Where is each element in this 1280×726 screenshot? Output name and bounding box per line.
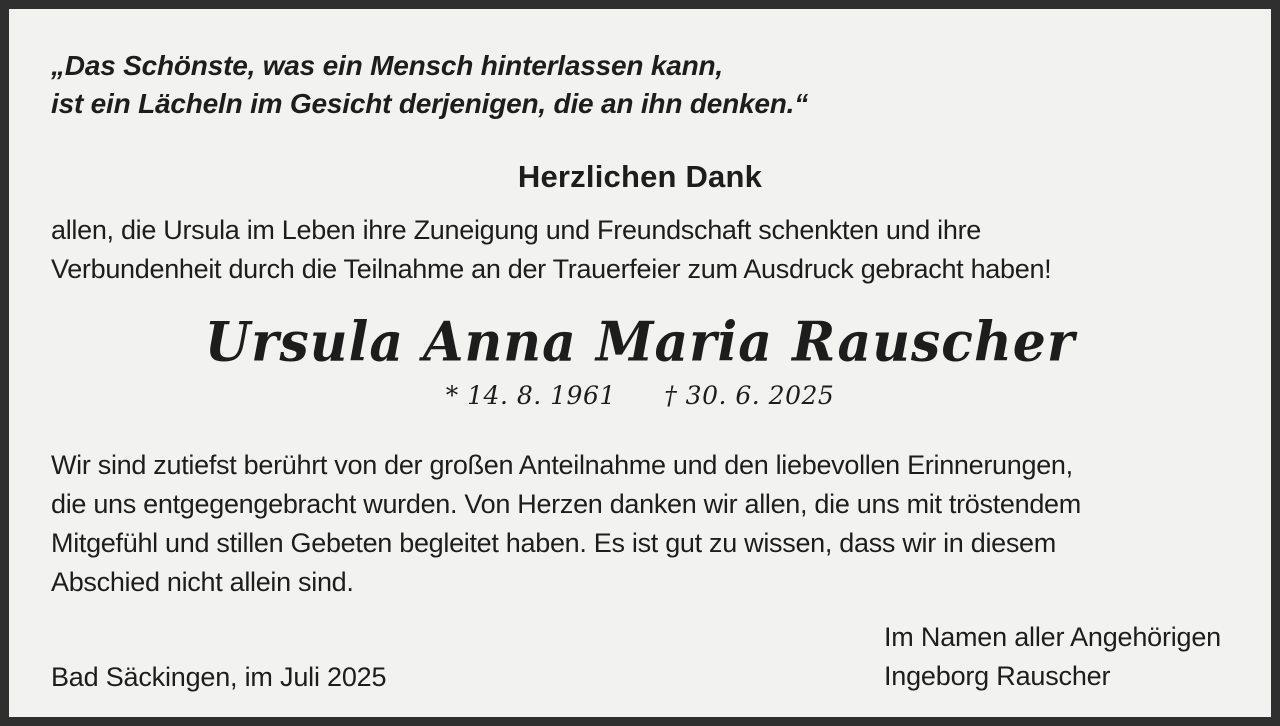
body-line-4: Abschied nicht allein sind. <box>51 567 354 597</box>
quote-line-2: ist ein Lächeln im Gesicht derjenigen, die an ihn denken.“ <box>51 88 809 120</box>
life-dates <box>51 381 1229 410</box>
thanks-intro-line-1: allen, die Ursula im Leben ihre Zuneigung und Freundschaft schenkten und ihre <box>51 215 981 246</box>
signature-block <box>884 618 1229 695</box>
footer <box>51 618 1229 695</box>
signature-line-1: Im Namen aller Angehörigen <box>884 622 1221 653</box>
body-line-2: die uns entgegengebracht wurden. Von Herzen danken wir allen, die uns mit tröstendem <box>51 489 1081 520</box>
body-line-3: Mitgefühl und stillen Gebeten begleitet haben. Es ist gut zu wissen, dass wir in diesem <box>51 528 1056 559</box>
deceased-name: Ursula Anna Maria Rauscher <box>204 311 1076 375</box>
thanks-intro <box>51 211 1229 288</box>
body-line-1: Wir sind zutiefst berührt von der großen Anteilnahme und den liebevollen Erinnerungen, <box>51 450 1073 481</box>
body-text <box>51 446 1229 602</box>
place-and-date: Bad Säckingen, im Juli 2025 <box>51 662 387 692</box>
thanks-intro-line-2: Verbundenheit durch die Teilnahme an der Trauerfeier zum Ausdruck gebracht haben! <box>51 253 1052 284</box>
death-date: † 30. 6. 2025 <box>664 381 835 411</box>
birth-date: * 14. 8. 1961 <box>445 381 616 411</box>
quote-block <box>51 47 1229 123</box>
quote-line-1: „Das Schönste, was ein Mensch hinterlassen kann, <box>51 50 723 81</box>
thanks-heading: Herzlichen Dank <box>517 159 763 195</box>
signature-line-2: Ingeborg Rauscher <box>884 660 1111 691</box>
